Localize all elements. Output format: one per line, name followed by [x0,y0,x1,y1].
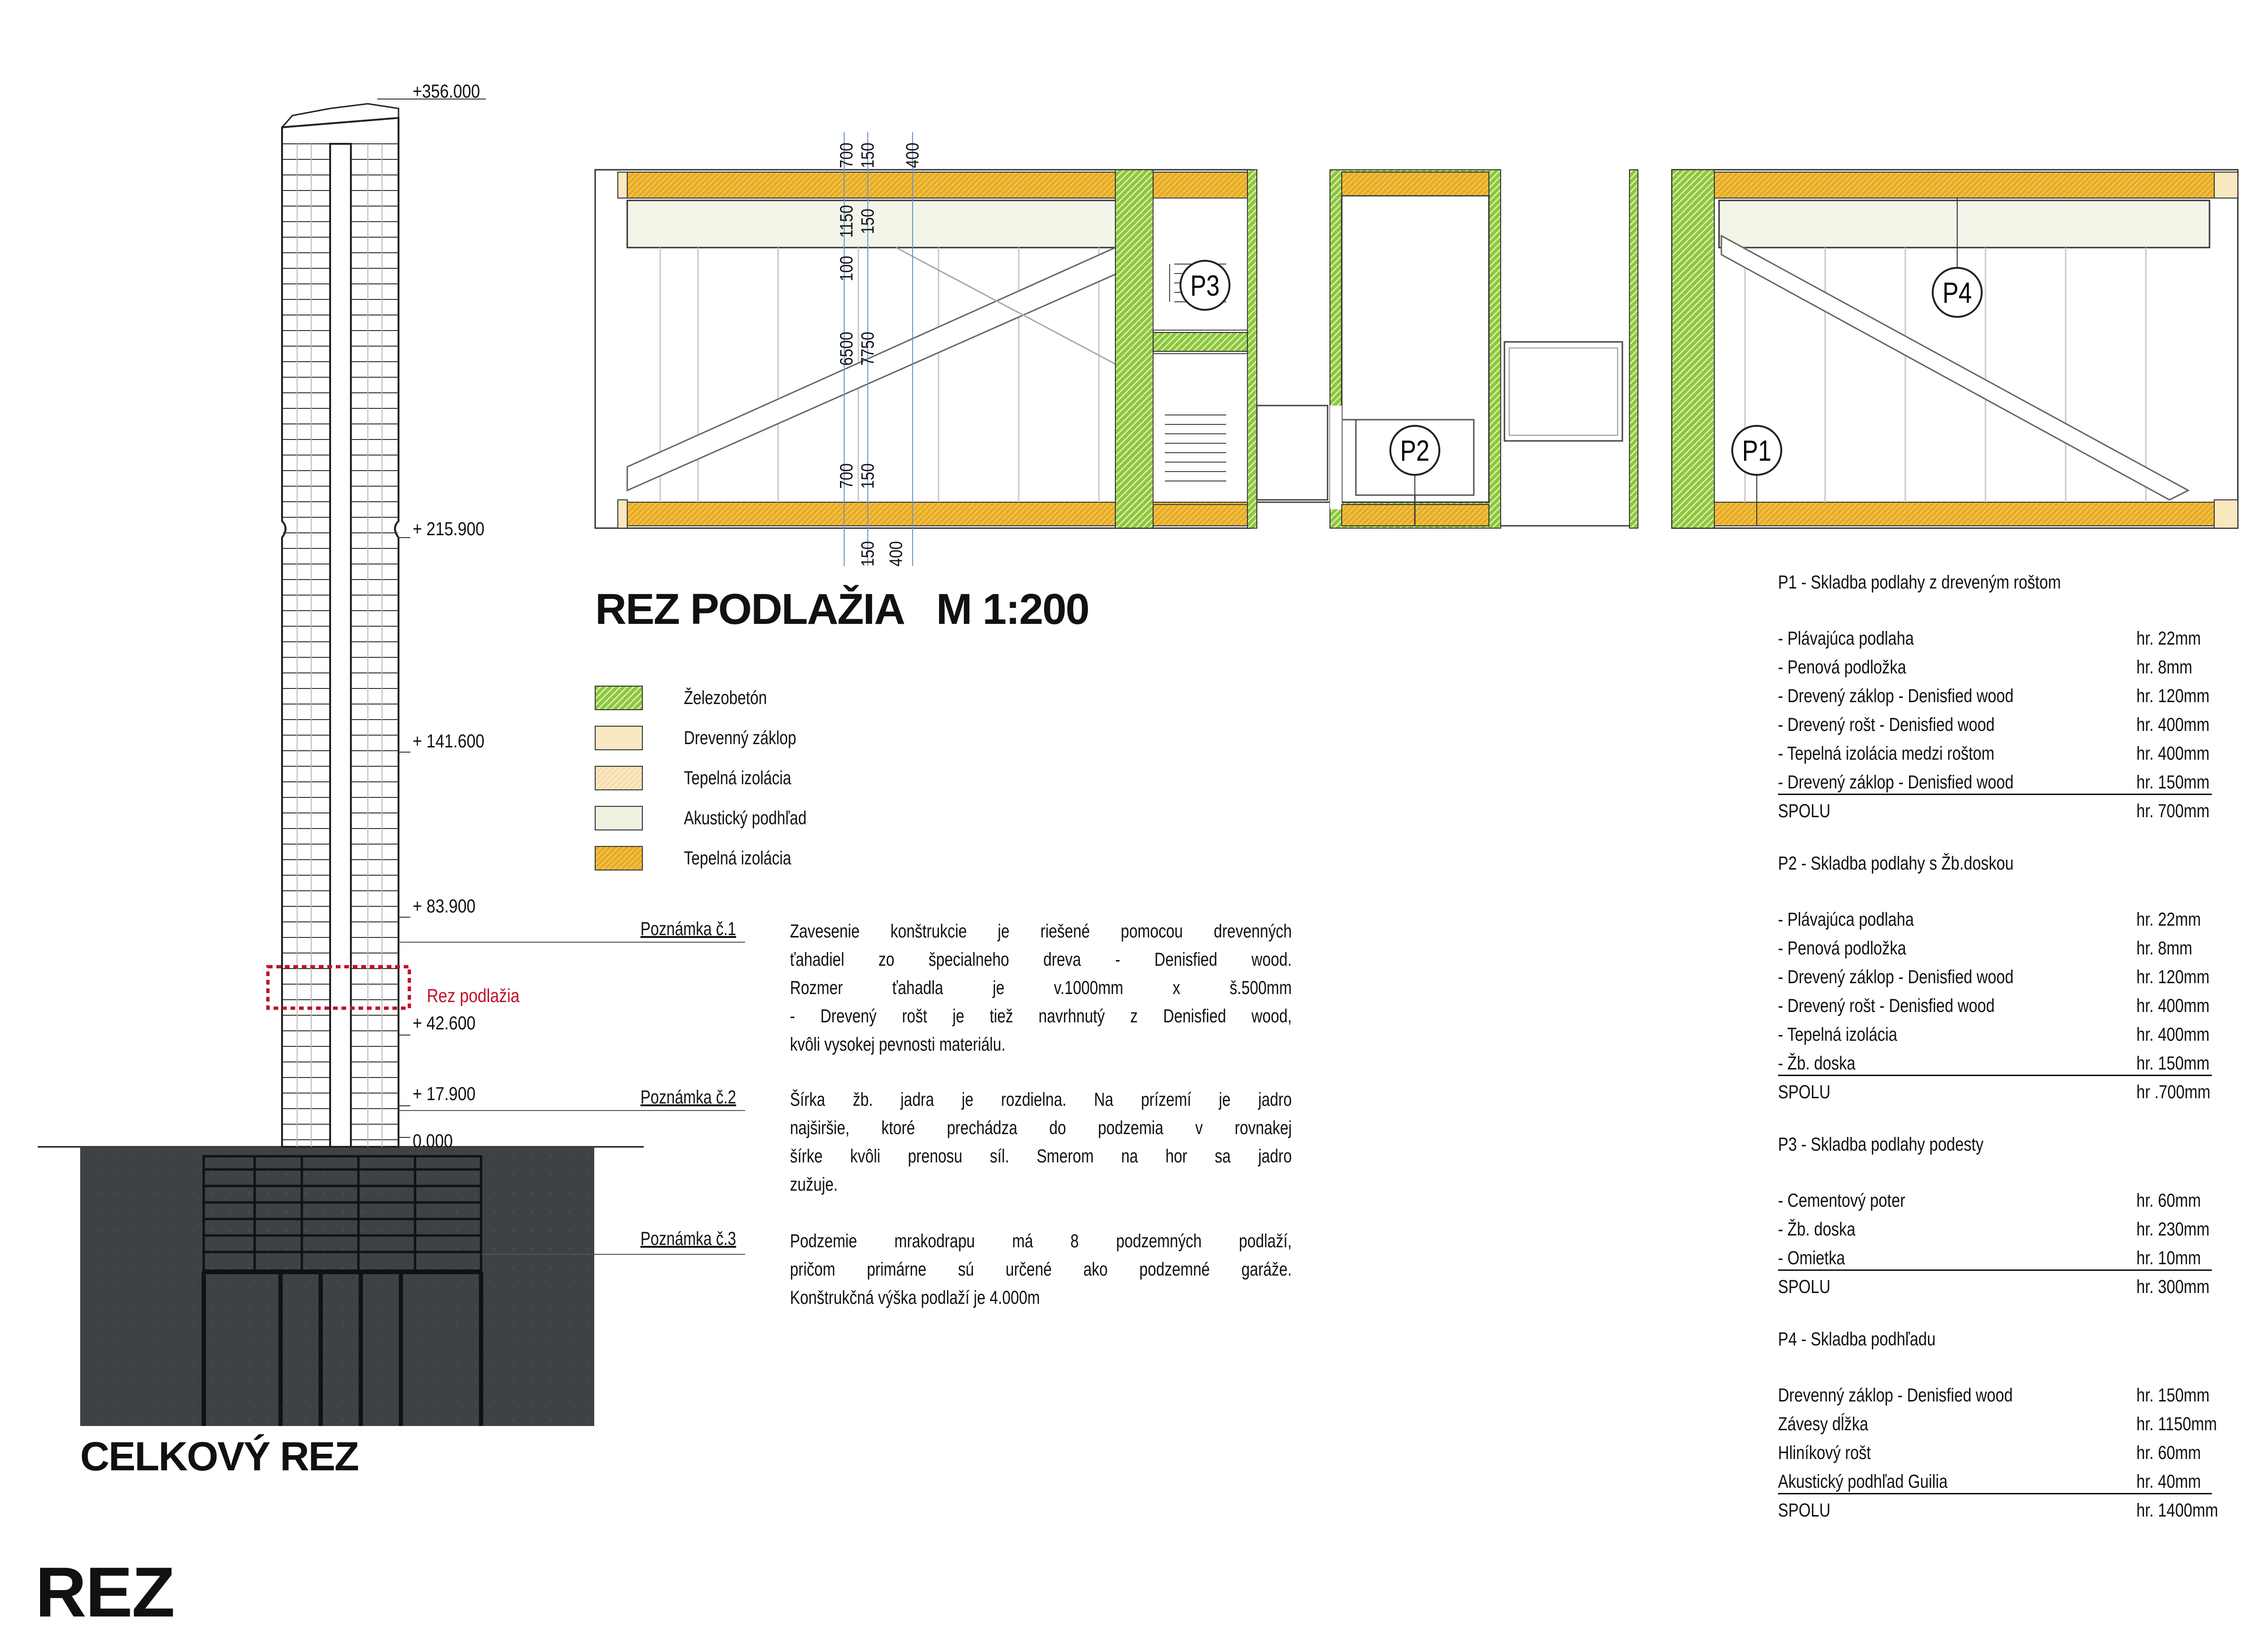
spec-row-value: hr. 230mm [2136,1219,2210,1240]
slab-bottom-left [618,502,1251,526]
note-label: Poznámka č.3 [640,1228,736,1249]
core-wall-mid [1153,332,1247,351]
spec-row-value: hr. 60mm [2136,1442,2201,1463]
spec-row-name: - Drevený záklop - Denisfied wood [1778,772,2014,793]
note-line: Konštrukčná výška podlaží je 4.000m [790,1287,1040,1308]
spec-row-value: hr. 22mm [2136,909,2201,930]
note-line: Zavesenie konštrukcie je riešené pomocou drevenných [790,921,1292,942]
legend-swatch-insulation [595,766,642,790]
spec-row [1778,1496,2240,1525]
note-text [790,917,1292,1059]
spec-row-value: hr. 8mm [2136,657,2193,678]
spec-row [1778,934,2240,963]
tower-core [330,144,351,1147]
page-title: REZ [35,1552,174,1632]
spec-row-name: - Žb. doska [1778,1219,1856,1240]
spec-row [1778,1467,2240,1496]
dimension-text: 700 [837,463,857,489]
spec-title: P1 - Skladba podlahy z dreveným roštom [1778,572,2061,593]
note-line: kvôli vysokej pevnosti materiálu. [790,1034,1006,1055]
note-line: ťahadiel zo špecialneho dreva - Denisfied wood. [790,949,1292,970]
spec-row-name: - Penová podložka [1778,938,1906,959]
dimension-text: 150 [858,463,878,489]
spec-row [1778,1049,2240,1078]
spec-row-value: hr. 120mm [2136,967,2210,987]
spec-row-name: - Plávajúca podlaha [1778,628,1914,649]
spec-row-name: Akustický podhľad Guilia [1778,1471,1948,1492]
spec-row [1778,739,2240,768]
spec-row-value: hr. 150mm [2136,1053,2210,1074]
spec-row-value: hr .700mm [2136,1082,2210,1102]
spec-row-value: hr. 60mm [2136,1190,2201,1211]
spec-row-name: - Tepelná izolácia medzi roštom [1778,743,1994,764]
level-label: + 83.900 [413,896,476,917]
dimension-text: 1150 [837,205,857,238]
overall-section-title: CELKOVÝ REZ [80,1434,358,1479]
spec-row-name: SPOLU [1778,1277,1831,1297]
legend-label: Tepelná izolácia [684,768,791,788]
spec-row-value: hr. 22mm [2136,628,2201,649]
spec-sum-rule [1778,1075,2212,1076]
spec-row-name: - Drevený rošt - Denisfied wood [1778,995,1995,1016]
spec-sum-rule [1778,794,2212,795]
legend-swatch-concrete [595,686,642,710]
core-wall-left [1115,170,1153,528]
spec-row [1778,682,2240,711]
spec-row-name: Hliníkový rošt [1778,1442,1871,1463]
spec-title: P2 - Skladba podlahy s Žb.doskou [1778,853,2014,874]
section-marker-label: P2 [1400,435,1430,468]
dimension-text: 400 [886,541,906,567]
spec-row [1778,711,2240,739]
spec-row-name: - Cementový poter [1778,1190,1905,1211]
floor-section-title: REZ PODLAŽIA M 1:200 [595,585,1089,633]
dimension-text: 100 [837,256,857,282]
cut-label: Rez podlažia [427,986,520,1006]
spec-row-value: hr. 1400mm [2136,1500,2218,1521]
spec-row-name: - Plávajúca podlaha [1778,909,1914,930]
spec-row-name: - Drevený rošt - Denisfied wood [1778,714,1995,735]
spec-title: P3 - Skladba podlahy podesty [1778,1134,1984,1155]
spec-row-value: hr. 10mm [2136,1248,2201,1268]
spec-row-value: hr. 120mm [2136,686,2210,706]
spec-row [1778,992,2240,1020]
dimension-text: 150 [858,208,878,234]
spec-row-name: Drevenný záklop - Denisfied wood [1778,1385,2013,1406]
spec-row-value: hr. 400mm [2136,743,2210,764]
spec-row [1778,963,2240,992]
spec-row-name: SPOLU [1778,1500,1831,1521]
spec-row-name: - Tepelná izolácia [1778,1024,1897,1045]
legend-label: Železobetón [684,688,767,708]
spec-row-value: hr. 400mm [2136,995,2210,1016]
spec-row-value: hr. 400mm [2136,1024,2210,1045]
spec-row [1778,768,2240,797]
legend-label: Drevenný záklop [684,728,797,748]
level-label: + 17.900 [413,1084,476,1104]
spec-row [1778,1078,2240,1107]
spec-row [1778,797,2240,826]
note-line: zužuje. [790,1174,838,1195]
note-line: - Drevený rošt je tiež navrhnutý z Denisfied wood, [790,1006,1292,1027]
level-label-top: +356.000 [413,81,480,102]
spec-row-value: hr. 8mm [2136,938,2193,959]
spec-row-name: - Drevený záklop - Denisfied wood [1778,686,2014,706]
core-wall-right [1247,170,1257,528]
spec-row-name: - Drevený záklop - Denisfied wood [1778,967,2014,987]
legend-label: Akustický podhľad [684,808,807,829]
spec-row-value: hr. 1150mm [2136,1414,2217,1434]
spec-row [1778,1381,2240,1410]
dimension-text: 150 [858,541,878,567]
spec-row [1778,1273,2240,1301]
spec-sum-rule [1778,1269,2212,1271]
spec-row [1778,1244,2240,1273]
legend-swatch-insulation-dark [595,846,642,870]
note-line: Podzemie mrakodrapu má 8 podzemných podlaží, [790,1231,1292,1252]
dimension-text: 7750 [858,332,878,366]
spec-row-value: hr. 150mm [2136,772,2210,793]
note-line: šírke kvôli prenosu síl. Smerom na hor sa jadro [790,1146,1292,1167]
legend-swatch-wood [595,726,642,750]
spec-row [1778,624,2240,653]
spec-row [1778,905,2240,934]
note-line: Šírka žb. jadra je rozdielna. Na prízemí je jadro [790,1089,1292,1110]
section-marker-label: P4 [1942,277,1972,310]
spec-row-value: hr. 400mm [2136,714,2210,735]
floor-composition-specs [1778,568,2240,1549]
level-label: + 215.900 [413,519,485,539]
spec-row-name: - Penová podložka [1778,657,1906,678]
spec-row [1778,653,2240,682]
spec-title: P4 - Skladba podhľadu [1778,1329,1936,1350]
spec-row-name: Závesy dĺžka [1778,1414,1869,1434]
dimension-text: 150 [858,142,878,168]
legend-swatch-acoustic [595,806,642,830]
spec-row [1778,1186,2240,1215]
legend-swatches [595,686,642,870]
section-marker-label: P3 [1190,270,1220,303]
note-line: Rozmer ťahadla je v.1000mm x š.500mm [790,978,1292,998]
section-marker-label: P1 [1742,435,1772,468]
note-label: Poznámka č.2 [640,1087,736,1108]
spec-row-value: hr. 700mm [2136,801,2210,821]
level-label: + 42.600 [413,1013,476,1034]
note-line: najširšie, ktoré prechádza do podzemia v rovnakej [790,1118,1292,1138]
spec-row [1778,1410,2240,1439]
underground-block [80,1147,594,1426]
spec-row-name: SPOLU [1778,1082,1831,1102]
slab-top-left [618,172,1251,198]
spec-row-value: hr. 40mm [2136,1471,2201,1492]
spec-row [1778,1439,2240,1467]
level-label: 0.000 [413,1131,453,1152]
note-label: Poznámka č.1 [640,919,736,939]
note-text [790,1086,1292,1199]
spec-row-name: - Žb. doska [1778,1053,1856,1074]
note-line: pričom primárne sú určené ako podzemné garáže. [790,1259,1292,1280]
spec-row-name: SPOLU [1778,801,1831,821]
legend-label: Tepelná izolácia [684,848,791,869]
dimension-text: 6500 [837,332,857,366]
dimension-text: 400 [903,142,923,168]
note-text [790,1227,1292,1312]
spec-row [1778,1020,2240,1049]
spec-row-value: hr. 300mm [2136,1277,2210,1297]
level-label: + 141.600 [413,731,485,752]
spec-row-value: hr. 150mm [2136,1385,2210,1406]
spec-row [1778,1215,2240,1244]
spec-row-name: - Omietka [1778,1248,1845,1268]
dimension-text: 700 [837,142,857,168]
spec-sum-rule [1778,1493,2212,1494]
